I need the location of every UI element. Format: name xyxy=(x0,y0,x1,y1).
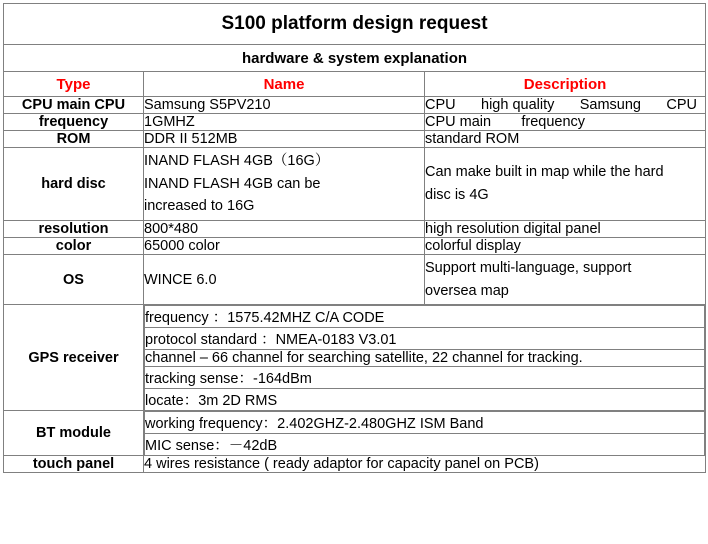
bt-detail-line: MIC sense：－42dB xyxy=(145,434,705,456)
desc-line: Can make built in map while the hard xyxy=(425,164,664,181)
row-type-label: touch panel xyxy=(4,456,144,473)
row-name-value: 65000 color xyxy=(144,238,425,255)
row-name-value: 4 wires resistance ( ready adaptor for capacity panel on PCB) xyxy=(144,456,706,473)
column-header-description: Description xyxy=(425,72,706,97)
row-type-label: BT module xyxy=(4,411,144,456)
desc-word: high quality xyxy=(481,97,555,113)
column-header-name: Name xyxy=(144,72,425,97)
desc-word: Samsung xyxy=(579,97,641,113)
row-name-value: 1GMHZ xyxy=(144,114,425,131)
list-item xyxy=(145,389,705,411)
list-item xyxy=(145,350,705,367)
column-header-type: Type xyxy=(4,72,144,97)
list-item xyxy=(145,328,705,350)
gps-detail-line: locate：3m 2D RMS xyxy=(145,389,705,411)
row-description-value xyxy=(425,148,706,221)
row-type-label: resolution xyxy=(4,221,144,238)
gps-detail-table xyxy=(144,305,705,410)
row-name-value: DDR II 512MB xyxy=(144,131,425,148)
desc-word: CPU xyxy=(666,97,697,113)
title-row xyxy=(4,4,706,45)
gps-detail-line: frequency ：1575.42MHZ C/A CODE xyxy=(145,306,705,328)
gps-detail-line: channel – 66 channel for searching satellite, 22 channel for tracking. xyxy=(145,350,705,367)
list-item xyxy=(145,434,705,456)
page-subtitle: hardware & system explanation xyxy=(4,45,706,72)
name-line: increased to 16G xyxy=(144,198,255,215)
table-row xyxy=(4,148,706,221)
header-row xyxy=(4,72,706,97)
row-description-value xyxy=(425,255,706,305)
desc-line: disc is 4G xyxy=(425,187,489,203)
gps-detail-line: protocol standard ：NMEA-0183 V3.01 xyxy=(145,328,705,350)
table-row xyxy=(4,114,706,131)
subtitle-row xyxy=(4,45,706,72)
bt-detail-cell xyxy=(144,411,706,456)
row-type-label: hard disc xyxy=(4,148,144,221)
row-name-value: WINCE 6.0 xyxy=(144,255,425,305)
table-row xyxy=(4,131,706,148)
table-row xyxy=(4,305,706,411)
table-row xyxy=(4,411,706,456)
bt-detail-line: working frequency：2.402GHZ-2.480GHZ ISM Band xyxy=(145,412,705,434)
table-row xyxy=(4,97,706,114)
row-name-value: Samsung S5PV210 xyxy=(144,97,425,114)
bt-detail-table xyxy=(144,411,705,455)
row-description-value xyxy=(425,114,706,131)
gps-detail-cell xyxy=(144,305,706,411)
name-line: INAND FLASH 4GB can be xyxy=(144,175,321,192)
desc-word: CPU main xyxy=(425,114,492,130)
row-description-value: high resolution digital panel xyxy=(425,221,706,238)
table-row xyxy=(4,238,706,255)
spec-table xyxy=(3,3,706,473)
desc-line: oversea map xyxy=(425,282,509,299)
row-description-value: standard ROM xyxy=(425,131,706,148)
row-description-value xyxy=(425,97,706,114)
table-row xyxy=(4,221,706,238)
name-line: INAND FLASH 4GB（16G） xyxy=(144,153,330,169)
row-name-value xyxy=(144,148,425,221)
row-type-label: frequency xyxy=(4,114,144,131)
table-row xyxy=(4,255,706,305)
list-item xyxy=(145,306,705,328)
table-row xyxy=(4,456,706,473)
row-type-label: ROM xyxy=(4,131,144,148)
list-item xyxy=(145,412,705,434)
row-name-value: 800*480 xyxy=(144,221,425,238)
row-type-label: CPU main CPU xyxy=(4,97,144,114)
desc-line: Support multi-language, support xyxy=(425,260,632,277)
row-description-value: colorful display xyxy=(425,238,706,255)
row-type-label: OS xyxy=(4,255,144,305)
row-type-label: color xyxy=(4,238,144,255)
row-type-label: GPS receiver xyxy=(4,305,144,411)
desc-word: CPU xyxy=(425,97,456,113)
page-title: S100 platform design request xyxy=(4,4,706,45)
list-item xyxy=(145,367,705,389)
desc-word: frequency xyxy=(521,114,586,130)
gps-detail-line: tracking sense：-164dBm xyxy=(145,367,705,389)
